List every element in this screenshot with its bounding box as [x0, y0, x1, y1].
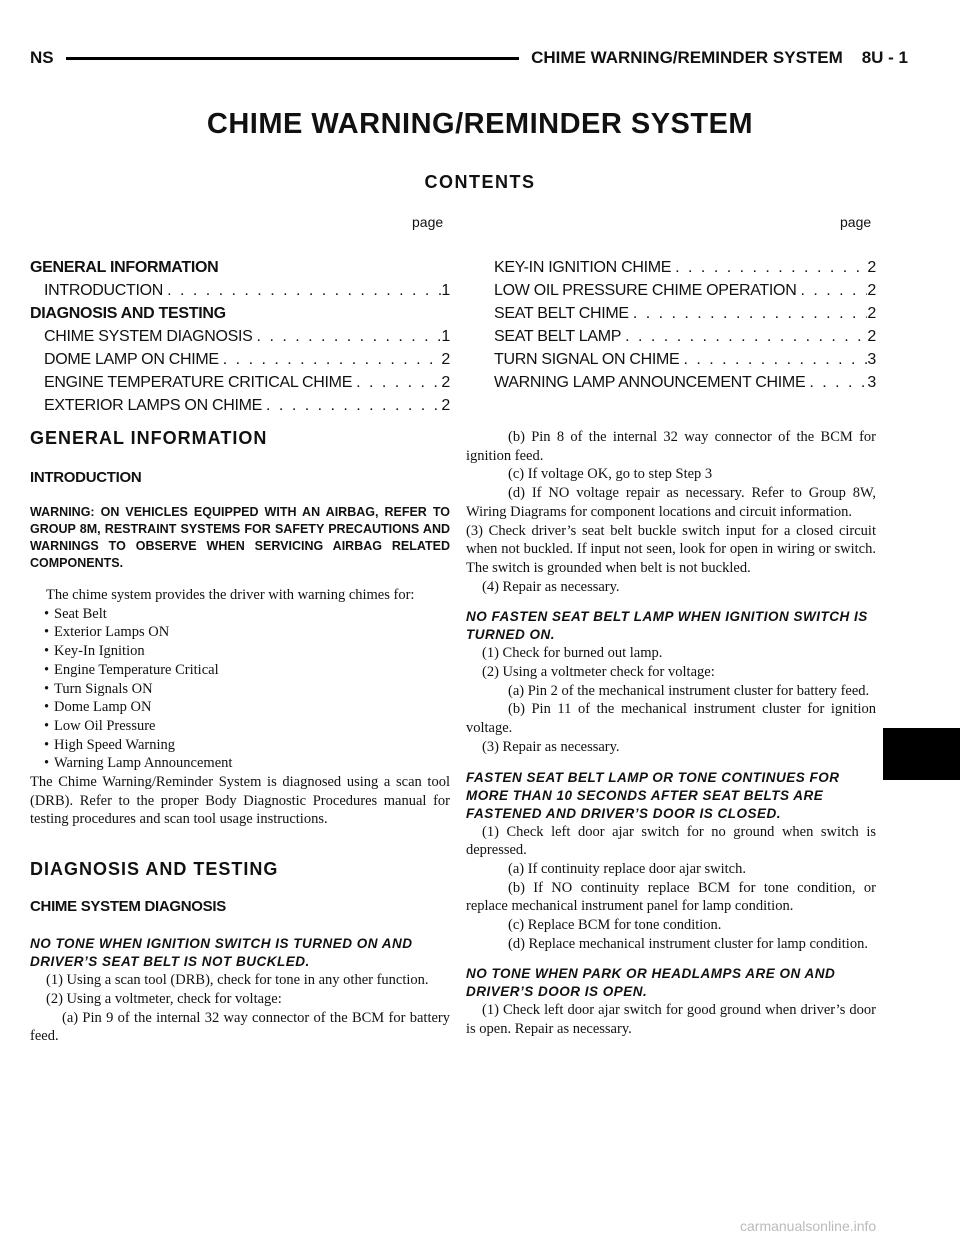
header-rule: [66, 57, 520, 60]
toc-leader: [621, 325, 867, 348]
toc-entry[interactable]: [494, 371, 876, 394]
toc-entry-page: 2: [867, 282, 876, 299]
header-section-page: CHIME WARNING/REMINDER SYSTEM 8U - 1: [531, 48, 908, 67]
toc-section: GENERAL INFORMATION: [30, 259, 219, 276]
paragraph: (a) If continuity replace door ajar switch.: [508, 860, 746, 877]
paragraph: (1) Check left door ajar switch for no ground when switch is depressed.: [466, 823, 876, 859]
toc-leader: [262, 394, 441, 417]
symptom-heading: NO FASTEN SEAT BELT LAMP WHEN IGNITION SWITCH IS TURNED ON.: [466, 609, 868, 643]
toc-entry[interactable]: [30, 394, 450, 417]
toc-leader: [671, 256, 867, 279]
list-item: • Engine Temperature Critical: [30, 661, 450, 680]
toc-entry[interactable]: [30, 325, 450, 348]
subsection-heading: INTRODUCTION: [30, 469, 142, 486]
page-header: [30, 44, 908, 72]
paragraph: (1) Check for burned out lamp.: [482, 645, 663, 662]
toc-entry-label: DOME LAMP ON CHIME: [44, 351, 219, 368]
toc-entry-label: KEY-IN IGNITION CHIME: [494, 259, 672, 276]
toc-section: DIAGNOSIS AND TESTING: [30, 305, 226, 322]
header-model: NS: [30, 48, 54, 67]
paragraph: (d) If NO voltage repair as necessary. Refer to Group 8W, Wiring Diagrams for component locations and circuit information.: [466, 485, 876, 520]
paragraph: (c) Replace BCM for tone condition.: [508, 917, 722, 934]
toc-leader: [253, 325, 442, 348]
toc-leader: [796, 279, 867, 302]
toc-left: [30, 256, 450, 417]
list-item: • Seat Belt: [30, 605, 450, 624]
toc-leader: [219, 348, 442, 371]
toc-entry-page: 3: [867, 351, 876, 368]
list-item: • Turn Signals ON: [30, 680, 450, 699]
list-item: • Low Oil Pressure: [30, 717, 450, 736]
paragraph: (2) Using a voltmeter check for voltage:: [482, 664, 715, 681]
contents-title: CONTENTS: [424, 172, 536, 192]
paragraph: (2) Using a voltmeter, check for voltage:: [46, 990, 282, 1007]
warning-text: WARNING: ON VEHICLES EQUIPPED WITH AN AIRBAG, REFER TO GROUP 8M, RESTRAINT SYSTEMS FOR SAFETY PRECAUTIONS AND WARNINGS TO OBSERVE WHEN SERVICING AIRBAG RELATED COMPONENTS.: [30, 505, 450, 570]
subsection-heading: CHIME SYSTEM DIAGNOSIS: [30, 898, 226, 916]
paragraph: (c) If voltage OK, go to step Step 3: [508, 466, 713, 483]
toc-entry-page: 3: [867, 374, 876, 391]
column-left: [30, 428, 450, 1046]
toc-entry-page: 2: [867, 259, 876, 276]
toc-leader: [805, 371, 867, 394]
list-item: • Exterior Lamps ON: [30, 623, 450, 642]
toc-entry-page: 2: [441, 397, 450, 414]
paragraph: (3) Check driver’s seat belt buckle switch input for a closed circuit when not buckled. If input not seen, look for open in wiring or switch. The switch is grounded when belt is not buckled.: [466, 522, 876, 576]
paragraph: The chime system provides the driver with warning chimes for:: [46, 587, 415, 603]
list-item: • Key-In Ignition: [30, 642, 450, 661]
page-label-left: page: [412, 214, 444, 230]
toc-right: [494, 256, 876, 394]
toc-leader: [629, 302, 868, 325]
toc-entry-label: SEAT BELT CHIME: [494, 305, 629, 322]
paragraph: (b) If NO continuity replace BCM for tone condition, or replace mechanical instrument panel for lamp condition.: [466, 879, 876, 915]
symptom-heading: FASTEN SEAT BELT LAMP OR TONE CONTINUES FOR MORE THAN 10 SECONDS AFTER SEAT BELTS ARE FASTENED AND DRIVER’S DOOR IS CLOSED.: [466, 769, 840, 821]
symptom-heading: NO TONE WHEN IGNITION SWITCH IS TURNED ON AND DRIVER’S SEAT BELT IS NOT BUCKLED.: [30, 936, 413, 970]
symptom-heading: NO TONE WHEN PARK OR HEADLAMPS ARE ON AND DRIVER’S DOOR IS OPEN.: [466, 966, 836, 1000]
toc-entry-page: 1: [441, 282, 450, 299]
page-title: CHIME WARNING/REMINDER SYSTEM: [206, 108, 754, 140]
toc-entry-label: LOW OIL PRESSURE CHIME OPERATION: [494, 282, 797, 299]
paragraph: (1) Using a scan tool (DRB), check for tone in any other function.: [46, 972, 429, 989]
toc-entry-label: CHIME SYSTEM DIAGNOSIS: [44, 328, 253, 345]
section-heading: DIAGNOSIS AND TESTING: [30, 859, 279, 880]
toc-entry-label: WARNING LAMP ANNOUNCEMENT CHIME: [494, 374, 806, 391]
toc-entry[interactable]: [494, 256, 876, 279]
paragraph: (b) Pin 11 of the mechanical instrument cluster for ignition voltage.: [466, 701, 876, 737]
toc-entry[interactable]: [30, 371, 450, 394]
paragraph: (a) Pin 2 of the mechanical instrument cluster for battery feed.: [508, 682, 870, 699]
paragraph: (1) Check left door ajar switch for good ground when driver’s door is open. Repair as necessary.: [466, 1002, 876, 1038]
toc-entry[interactable]: [30, 348, 450, 371]
toc-entry-label: TURN SIGNAL ON CHIME: [494, 351, 680, 368]
toc-entry-label: SEAT BELT LAMP: [494, 328, 622, 345]
toc-entry[interactable]: [494, 325, 876, 348]
paragraph: (b) Pin 8 of the internal 32 way connector of the BCM for ignition feed.: [466, 429, 876, 464]
paragraph: (4) Repair as necessary.: [482, 578, 620, 595]
paragraph: (a) Pin 9 of the internal 32 way connector of the BCM for battery feed.: [30, 1009, 450, 1045]
toc-entry-label: EXTERIOR LAMPS ON CHIME: [44, 397, 263, 414]
list-item: • High Speed Warning: [30, 736, 450, 755]
page-label-right: page: [840, 214, 872, 230]
toc-leader: [679, 348, 867, 371]
paragraph: (3) Repair as necessary.: [482, 738, 620, 755]
toc-entry-page: 2: [441, 351, 450, 368]
watermark: carmanualsonline.info: [740, 1218, 877, 1234]
toc-entry-page: 2: [867, 328, 876, 345]
toc-entry[interactable]: [494, 348, 876, 371]
section-heading: GENERAL INFORMATION: [30, 428, 268, 448]
toc-entry[interactable]: [30, 279, 450, 302]
toc-leader: [352, 371, 441, 394]
column-right: [466, 428, 876, 1039]
toc-entry-page: 2: [441, 374, 450, 391]
list-item: • Warning Lamp Announcement: [30, 754, 450, 773]
toc-entry-label: ENGINE TEMPERATURE CRITICAL CHIME: [44, 374, 353, 391]
toc-entry-page: 1: [441, 328, 450, 345]
toc-entry[interactable]: [494, 302, 876, 325]
section-tab-marker: [883, 728, 960, 780]
paragraph: The Chime Warning/Reminder System is diagnosed using a scan tool (DRB). Refer to the proper Body Diagnostic Procedures manual for testing procedures and scan tool usage instructions.: [30, 774, 450, 828]
toc-entry-label: INTRODUCTION: [44, 282, 164, 299]
list-item: • Dome Lamp ON: [30, 698, 450, 717]
toc-entry-page: 2: [867, 305, 876, 322]
toc-entry[interactable]: [494, 279, 876, 302]
toc-leader: [163, 279, 441, 302]
paragraph: (d) Replace mechanical instrument cluster for lamp condition.: [508, 935, 868, 952]
